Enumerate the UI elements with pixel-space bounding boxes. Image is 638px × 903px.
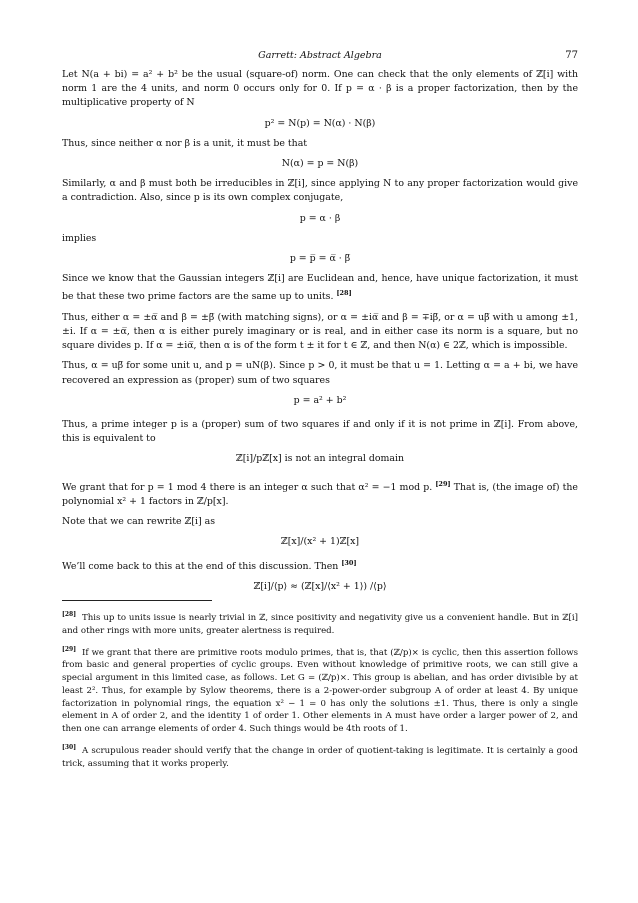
paragraph-recovered: Thus, α = uβ̅ for some unit u, and p = uN(β). Since p > 0, it must be that u = 1. Letting α = a + bi, we have recovered an expression as (proper) sum of two squares [62,360,578,386]
paragraph-grant [62,477,578,510]
paragraph-implies: implies [62,232,97,244]
equation-not-domain: ℤ[i]/pℤ[x] is not an integral domain [235,453,405,465]
paragraph-grant-continued: That is, (the image of) the polynomial x² + 1 factors in ℤ/p[x]. [62,481,578,507]
paragraph-unique-factorization-text: Since we know that the Gaussian integers ℤ[i] are Euclidean and, hence, have unique factorization, it must be that these two prime factors are the same up to units. [62,273,578,303]
running-title: Garrett: Abstract Algebra [258,50,382,61]
paragraph-cases: Thus, either α = ±α̅ and β = ±β̅ (with matching signs), or α = ±iα̅ and β = ∓iβ̅, or α = uβ̅ with u among ±1, ±i. If α = ±α̅, then α is either purely imaginary or is real, and in either case its norm is a square, but no square divides p. If α = ±iα̅, then α is of the form t ± it for t ∈ ℤ, and then N(α) ∈ 2ℤ, which is impossible. [62,311,578,352]
paragraph-unique-factorization [62,272,578,305]
footnote-28 [62,609,578,637]
equation-norm-equal: N(α) = p = N(β) [281,158,359,170]
page-body [62,68,578,776]
page-header [62,50,578,64]
footnote-text: This up to units issue is nearly trivial in ℤ, since positivity and negativity give us a convenient handle. But in ℤ[i] and other rings with more units, greater alertness is required. [62,612,578,636]
paragraph-not-unit: Thus, since neither α nor β is a unit, it must be that [62,137,308,149]
paragraph-prime-criterion: Thus, a prime integer p is a (proper) sum of two squares if and only if it is not prime in ℤ[i]. From above, this is equivalent to [62,418,578,445]
footnote-mark: [28] [62,611,77,619]
paragraph-irreducibles: Similarly, α and β must both be irreducibles in ℤ[i], since applying N to any proper factorization would give a contradiction. Also, since p is its own complex conjugate, [62,178,578,204]
footnote-text: If we grant that there are primitive roots modulo primes, that is, that (ℤ/p)× is cyclic, then this assertion follows from basic and general properties of cyclic groups. Even without knowledge of primitive roots, we can still give a special argument in this limited case, as follows. Let G = (ℤ/p)×. This group is abelian, and has order divisible by at least 2². Thus, for example by Sylow theorems, there is a 2-power-order subgroup A of order at least 4. By unique factorization in polynomial rings, the equation x² − 1 = 0 has only the solutions ±1. Thus, there is only a single element in A of order 2, and the identity 1 of order 1. Other elements in A must have order a larger power of 2, and then one can arrange elements of order 4. Such things would be 4th roots of 1. [62,647,578,735]
footnote-30 [62,742,578,770]
paragraph-come-back-text: We’ll come back to this at the end of this discussion. Then [62,560,339,572]
equation-quotient-order: ℤ[i]/⟨p⟩ ≈ (ℤ[x]/⟨x² + 1⟩) /⟨p⟩ [253,580,387,592]
equation-polynomial-quotient: ℤ[x]/(x² + 1)ℤ[x] [280,536,360,548]
footnote-29 [62,644,578,736]
paragraph-grant-text: We grant that for p = 1 mod 4 there is an integer α such that α² = −1 mod p. [62,481,433,493]
paragraph-come-back [62,556,578,574]
footnote-ref-30[interactable]: [30] [341,558,357,567]
footnote-ref-29[interactable]: [29] [435,479,451,488]
paragraph-rewrite: Note that we can rewrite ℤ[i] as [62,516,216,528]
footnote-ref-28[interactable]: [28] [336,289,352,298]
footnote-text: A scrupulous reader should verify that the change in order of quotient-taking is legitimate. It is certainly a good trick, assuming that it works properly. [62,745,578,769]
footnote-rule [62,600,212,601]
equation-sum-squares: p = a² + b² [293,394,347,406]
equation-norm-product: p² = N(p) = N(α) · N(β) [264,117,376,129]
footnote-mark: [29] [62,645,77,653]
equation-conjugate: p = p̅ = α̅ · β̅ [289,253,351,265]
equation-factorization: p = α · β [299,212,341,224]
footnote-mark: [30] [62,743,77,751]
paragraph-norm: Let N(a + bi) = a² + b² be the usual (square-of) norm. One can check that the only elements of ℤ[i] with norm 1 are the 4 units, and norm 0 occurs only for 0. If p = α · β is a proper factorization, then by the multiplicative property of N [62,69,578,109]
page-number: 77 [565,50,578,61]
